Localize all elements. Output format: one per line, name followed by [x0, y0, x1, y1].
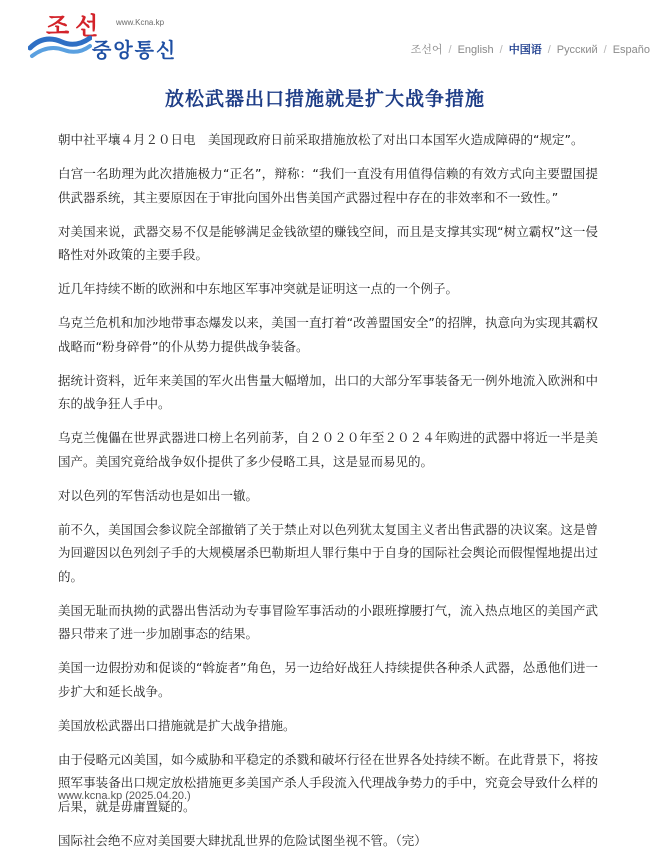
logo-url-text: www.Kcna.kp [116, 18, 165, 27]
site-header [0, 0, 650, 70]
article-paragraph: 近几年持续不断的欧洲和中东地区军事冲突就是证明这一点的一个例子。 [58, 281, 459, 296]
lang-korean[interactable]: 조선어 [410, 44, 443, 56]
lang-separator: / [547, 44, 551, 56]
lang-english[interactable]: English [457, 44, 494, 56]
lang-separator: / [603, 44, 607, 56]
lang-chinese[interactable]: 中国语 [508, 44, 542, 56]
article-paragraph: 国际社会绝不应对美国要大肆扰乱世界的危险试图坐视不管。（完） [58, 832, 427, 848]
article-paragraph: 美国一边假扮劝和促谈的“斡旋者”角色，另一边给好战狂人持续提供各种杀人武器，怂恿他们进一步扩大和延长战争。 [58, 660, 598, 699]
article-paragraph: 对以色列的军售活动也是如出一辙。 [58, 487, 259, 503]
kcna-logo[interactable] [18, 4, 208, 66]
article-paragraph: 美国放松武器出口措施就是扩大战争措施。 [58, 717, 296, 733]
lang-separator: / [499, 44, 503, 56]
article-paragraph: 对美国来说，武器交易不仅是能够满足金钱欲望的赚钱空间，而且是支撑其实现“树立霸权”这一侵略性对外政策的主要手段。 [58, 223, 598, 262]
article-paragraph: 前不久，美国国会参议院全部撤销了关于禁止对以色列犹太复国主义者出售武器的决议案。这是曾为回避因以色列刽子手的大规模屠杀巴勒斯坦人罪行集中于自身的国际社会舆论而假惺惺地提出过的。 [58, 521, 598, 584]
logo-top-text: 조선 [46, 12, 105, 40]
article-paragraph: 乌克兰傀儡在世界武器进口榜上名列前茅，自２０２０年至２０２４年购进的武器中将近一半是美国产。美国究竟给战争奴仆提供了多少侵略工具，这是显而易见的。 [58, 430, 598, 469]
article-paragraph: 美国无耻而执拗的武器出售活动为专事冒险军事活动的小跟班撑腰打气，流入热点地区的美国产武器只带来了进一步加剧事态的结果。 [58, 602, 598, 641]
lang-russian[interactable]: Русский [556, 44, 598, 56]
article-body [58, 128, 598, 863]
article-title: 放松武器出口措施就是扩大战争措施 [164, 88, 485, 110]
lang-separator: / [448, 44, 452, 56]
article-paragraph: 白宫一名助理为此次措施极力“正名”，辩称：“我们一直没有用值得信赖的有效方式向主要盟国提供武器系统，其主要原因在于审批向国外出售美国产武器过程中存在的非效率和不一致性。” [58, 166, 598, 205]
language-selector [411, 41, 650, 57]
article-paragraph: 据统计资料，近年来美国的军火出售量大幅增加，出口的大部分军事装备无一例外地流入欧洲和中东的战争狂人手中。 [58, 372, 598, 411]
logo-wave-icon [28, 30, 92, 60]
article-paragraph: 由于侵略元凶美国，如今威胁和平稳定的杀戮和破坏行径在世界各处持续不断。在此背景下，将按照军事装备出口规定放松措施更多美国产杀人手段流入代理战争势力的手中，究竟会导致什么样的后果，就是毋庸置疑的。 [58, 751, 598, 814]
logo-bottom-text: 중앙통신 [92, 38, 178, 62]
article-paragraph: 乌克兰危机和加沙地带事态爆发以来，美国一直打着“改善盟国安全”的招牌，执意向为实现其霸权战略而“粉身碎骨”的仆从势力提供战争装备。 [58, 315, 598, 354]
article-paragraph: 朝中社平壤４月２０日电 美国现政府日前采取措施放松了对出口本国军火造成障碍的“规定”。 [58, 132, 584, 147]
footer-source: www.kcna.kp (2025.04.20.) [58, 790, 191, 802]
lang-spanish[interactable]: Españo [612, 44, 650, 56]
